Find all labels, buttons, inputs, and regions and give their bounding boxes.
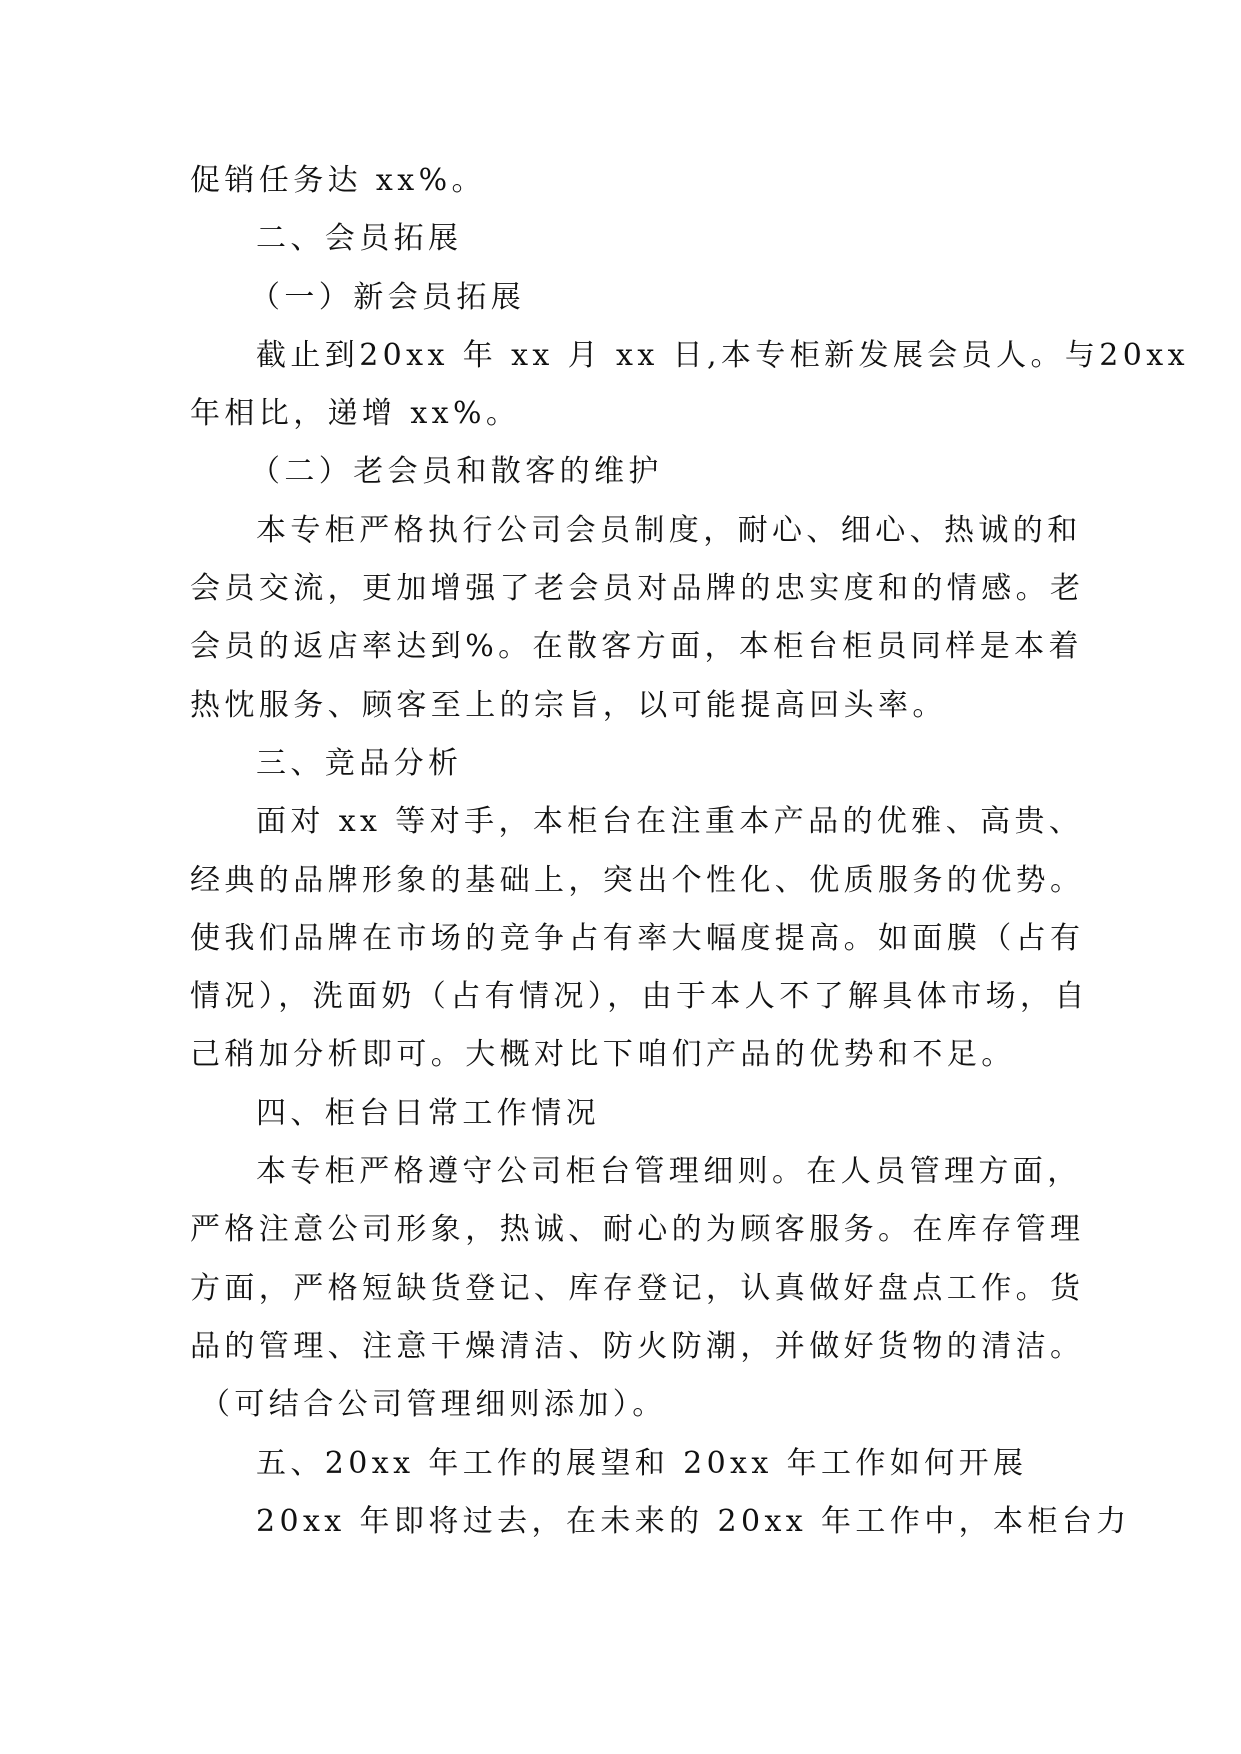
- text-line: 严格注意公司形象，热诚、耐心的为顾客服务。在库存管理: [190, 1212, 1085, 1248]
- document-body: [190, 152, 1189, 1551]
- text-line: 情况），洗面奶（占有情况），由于本人不了解具体市场，自: [190, 979, 1089, 1015]
- text-line: 20xx 年即将过去，在未来的 20xx 年工作中，本柜台力: [256, 1503, 1131, 1539]
- subsection-heading: （二）老会员和散客的维护: [250, 454, 663, 490]
- text-line: 方面，严格短缺货登记、库存登记，认真做好盘点工作。货: [190, 1270, 1085, 1306]
- text-line: 本专柜严格执行公司会员制度，耐心、细心、热诚的和: [256, 512, 1082, 548]
- section-heading: 二、会员拓展: [256, 221, 463, 257]
- text-line: 使我们品牌在市场的竞争占有率大幅度提高。如面膜（占有: [190, 920, 1085, 956]
- text-line: 品的管理、注意干燥清洁、防火防潮，并做好货物的清洁。: [190, 1328, 1085, 1364]
- text-line: 会员的返店率达到%。在散客方面，本柜台柜员同样是本着: [190, 629, 1083, 665]
- section-heading: 三、竞品分析: [256, 745, 463, 781]
- text-line: 会员交流，更加增强了老会员对品牌的忠实度和的情感。老: [190, 571, 1085, 607]
- text-line: 热忱服务、顾客至上的宗旨，以可能提高回头率。: [190, 687, 947, 723]
- section-heading: 四、柜台日常工作情况: [256, 1095, 600, 1131]
- text-line: 截止到20xx 年 xx 月 xx 日,本专柜新发展会员人。与20xx: [256, 337, 1189, 373]
- text-line: 己稍加分析即可。大概对比下咱们产品的优势和不足。: [190, 1037, 1016, 1073]
- text-line: （可结合公司管理细则添加）。: [200, 1387, 667, 1423]
- text-line: 本专柜严格遵守公司柜台管理细则。在人员管理方面，: [256, 1154, 1082, 1190]
- section-heading: 五、20xx 年工作的展望和 20xx 年工作如何开展: [256, 1445, 1028, 1481]
- text-line: 促销任务达 xx%。: [190, 163, 486, 198]
- text-line: 经典的品牌形象的基础上，突出个性化、优质服务的优势。: [190, 862, 1085, 898]
- subsection-heading: （一）新会员拓展: [250, 279, 526, 315]
- text-line: 面对 xx 等对手，本柜台在注重本产品的优雅、高贵、: [256, 804, 1084, 840]
- text-line: 年相比，递增 xx%。: [190, 396, 521, 432]
